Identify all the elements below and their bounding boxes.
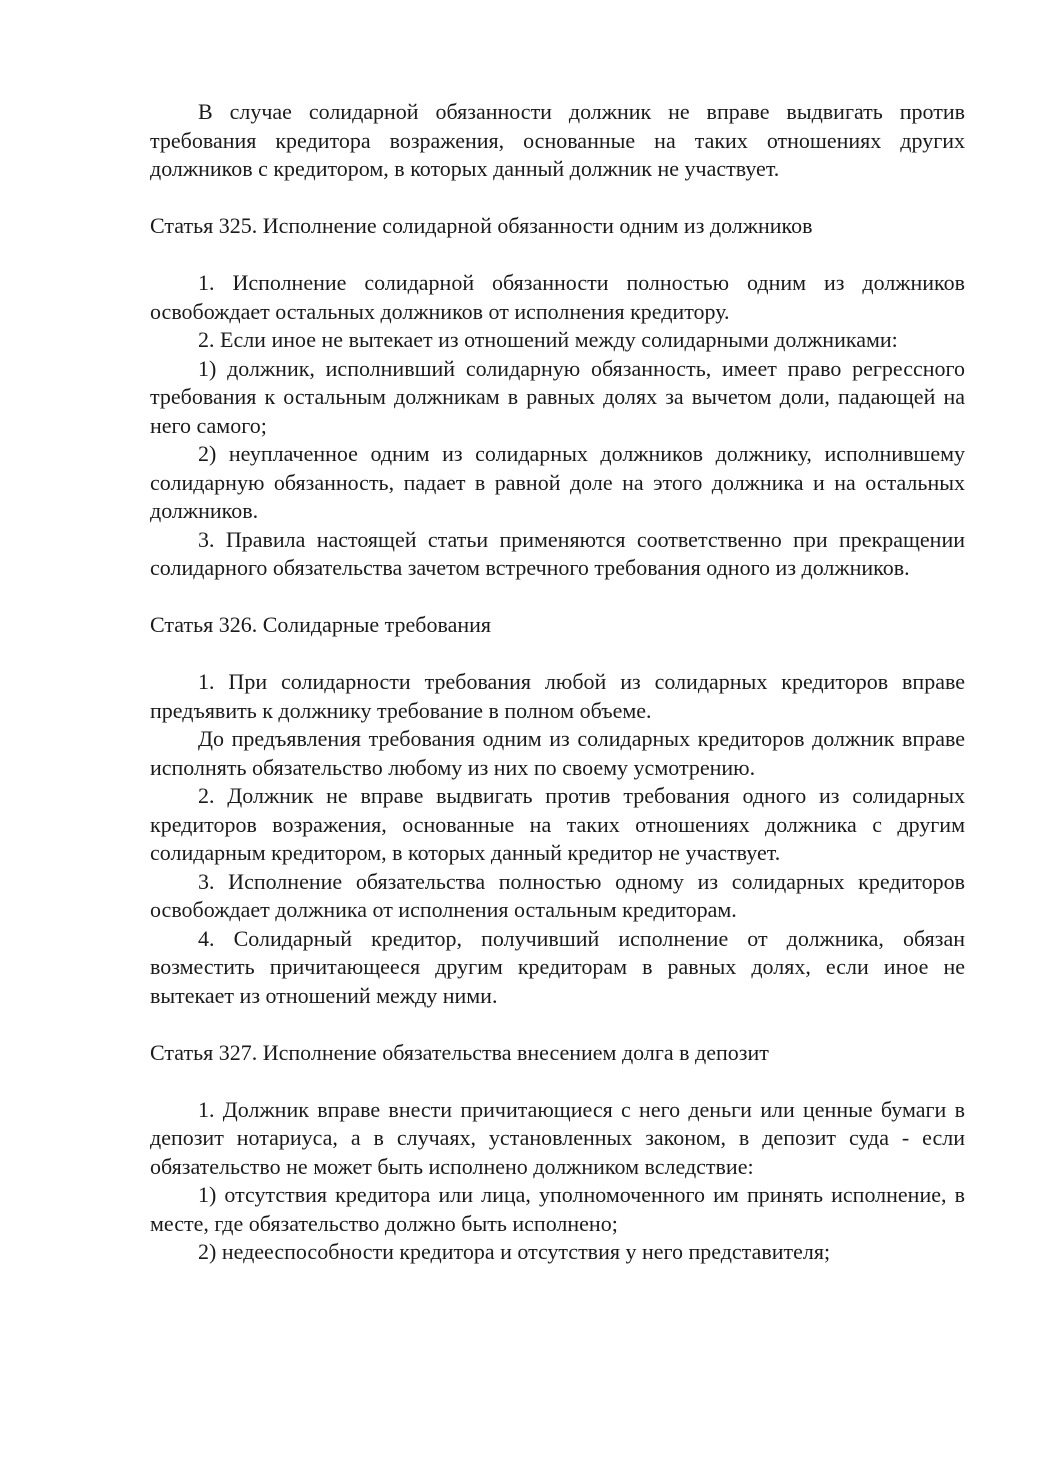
article-327-paragraph: 2) недееспособности кредитора и отсутствия у него представителя; xyxy=(198,1239,831,1264)
spacer xyxy=(150,640,965,669)
spacer xyxy=(150,583,965,612)
article-326-paragraph: 3. Исполнение обязательства полностью одному из солидарных кредиторов освобождает должника от исполнения остальным кредиторам. xyxy=(150,868,965,922)
article-325-heading: Статья 325. Исполнение солидарной обязанности одним из должников xyxy=(150,213,813,238)
article-325-paragraph: 1. Исполнение солидарной обязанности полностью одним из должников освобождает остальных должников от исполнения кредитору. xyxy=(150,270,965,324)
article-327-paragraph: 1) отсутствия кредитора или лица, уполномоченного им принять исполнение, в месте, где обязательство должно быть исполнено; xyxy=(150,1182,965,1236)
article-326-paragraph: 1. При солидарности требования любой из солидарных кредиторов вправе предъявить к должнику требование в полном объеме. xyxy=(150,669,965,723)
article-327-paragraph: 1. Должник вправе внести причитающиеся с него деньги или ценные бумаги в депозит нотариуса, а в случаях, установленных законом, в депозит суда - если обязательство не может быть исполнено должником вследствие: xyxy=(150,1096,965,1179)
article-326-paragraph: До предъявления требования одним из солидарных кредиторов должник вправе исполнять обязательство любому из них по своему усмотрению. xyxy=(150,726,965,780)
article-325-paragraph: 3. Правила настоящей статьи применяются соответственно при прекращении солидарного обязательства зачетом встречного требования одного из должников. xyxy=(150,526,965,580)
article-327-heading: Статья 327. Исполнение обязательства внесением долга в депозит xyxy=(150,1039,769,1065)
spacer xyxy=(150,241,965,270)
article-326-heading: Статья 326. Солидарные требования xyxy=(150,612,492,637)
intro-paragraph: В случае солидарной обязанности должник не вправе выдвигать против требования кредитора возражения, основанные на таких отношениях других должников с кредитором, в которых данный должник не участвует. xyxy=(150,99,965,181)
spacer xyxy=(150,1067,965,1096)
article-325-paragraph: 2. Если иное не вытекает из отношений между солидарными должниками: xyxy=(198,327,898,352)
article-325-paragraph: 2) неуплаченное одним из солидарных должников должнику, исполнившему солидарную обязанность, падает в равной доле на этого должника и на остальных должников. xyxy=(150,441,965,523)
document-page xyxy=(150,98,965,1267)
article-326-paragraph: 4. Солидарный кредитор, получивший исполнение от должника, обязан возместить причитающееся другим кредиторам в равных долях, если иное не вытекает из отношений между ними. xyxy=(150,925,965,1008)
spacer xyxy=(150,1010,965,1039)
article-325-paragraph: 1) должник, исполнивший солидарную обязанность, имеет право регрессного требования к остальным должникам в равных долях за вычетом доли, падающей на него самого; xyxy=(150,355,965,438)
article-326-paragraph: 2. Должник не вправе выдвигать против требования одного из солидарных кредиторов возражения, основанные на таких отношениях должника с другим солидарным кредитором, в которых данный кредитор не участвует. xyxy=(150,783,965,865)
spacer xyxy=(150,184,965,213)
